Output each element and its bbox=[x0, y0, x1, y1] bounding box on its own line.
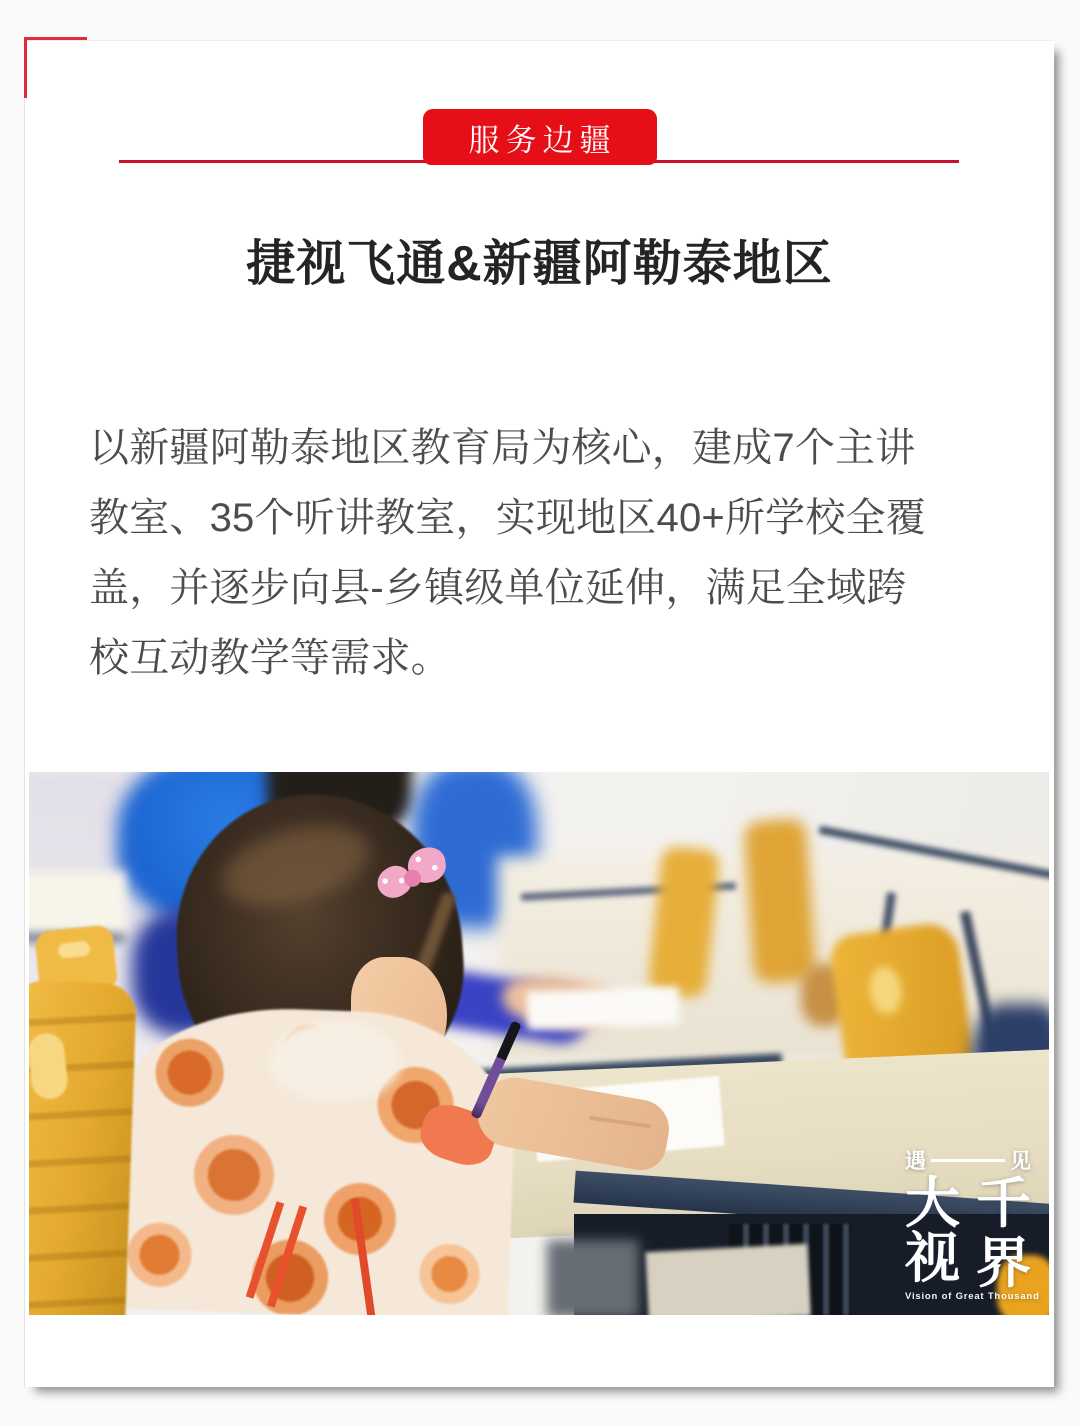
watermark-english-caption: Vision of Great Thousand bbox=[905, 1291, 1040, 1302]
foreground-chair-back bbox=[29, 980, 137, 1315]
classroom-photo[interactable] bbox=[29, 772, 1049, 1315]
photo-background-paper bbox=[526, 986, 679, 1029]
watermark-char-da: 大 bbox=[905, 1172, 961, 1234]
photo-under-desk-bag bbox=[645, 1244, 811, 1315]
body-line: 教室、35个听讲教室，实现地区40+所学校全覆 bbox=[89, 496, 926, 540]
body-line: 盖，并逐步向县-乡镇级单位延伸，满足全域跨 bbox=[89, 566, 907, 610]
watermark-top-row bbox=[905, 1147, 1031, 1173]
watermark-char-shi: 视 bbox=[905, 1227, 961, 1289]
photo-yellow-chair bbox=[743, 818, 816, 984]
article-body bbox=[89, 413, 1011, 693]
corner-accent-mark bbox=[24, 37, 87, 98]
watermark-char-jie: 界 bbox=[975, 1232, 1031, 1294]
photo-chair-handle-hole bbox=[867, 964, 905, 1016]
body-line: 以新疆阿勒泰地区教育局为核心，建成7个主讲 bbox=[89, 426, 916, 470]
article-title: 捷视飞通&新疆阿勒泰地区 bbox=[246, 237, 833, 291]
foreground-chair-hole bbox=[57, 941, 90, 959]
photo-chair-metal bbox=[547, 1240, 639, 1315]
watermark-char-yu: 遇 bbox=[905, 1150, 926, 1173]
photo-watermark bbox=[905, 1147, 1040, 1302]
section-badge-label: 服务边疆 bbox=[468, 122, 617, 158]
section-badge bbox=[423, 109, 657, 165]
watermark-char-qian: 千 bbox=[975, 1172, 1031, 1234]
watermark-big-row1 bbox=[905, 1172, 1031, 1234]
body-line: 校互动教学等需求。 bbox=[89, 636, 451, 680]
watermark-char-jian: 见 bbox=[1010, 1150, 1031, 1173]
article-card bbox=[24, 40, 1054, 1387]
watermark-big-row2 bbox=[905, 1227, 1031, 1294]
watermark-dash bbox=[931, 1159, 1005, 1162]
foreground-chair-slot bbox=[29, 1031, 69, 1100]
girl-jacket-collar bbox=[269, 1020, 401, 1102]
